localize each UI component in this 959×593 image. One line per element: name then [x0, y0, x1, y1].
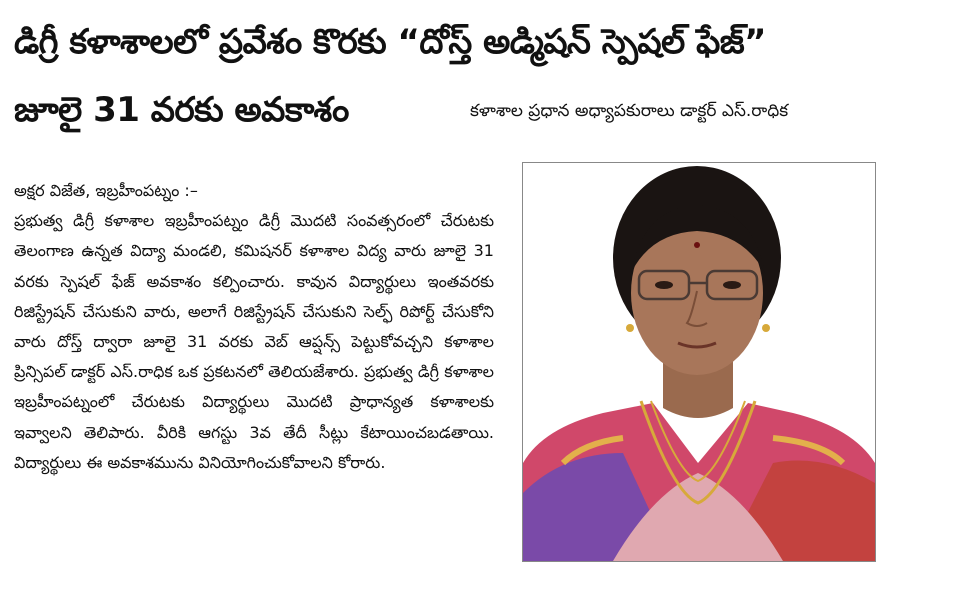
article-dateline: అక్షర విజేత, ఇబ్రహీంపట్నం :– — [14, 181, 198, 200]
headline-line-2: జూలై 31 వరకు అవకాశం — [14, 90, 349, 130]
byline: కళాశాల ప్రధాన అధ్యాపకురాలు డాక్టర్ ఎస్.రాధిక — [470, 101, 789, 121]
article-body-column — [14, 176, 494, 478]
principal-photo — [522, 162, 876, 562]
article-body: ప్రభుత్వ డిగ్రీ కళాశాల ఇబ్రహీంపట్నం డిగ్రీ మొదటి సంవత్సరంలో చేరుటకు తెలంగాణ ఉన్నత విద్యా మండలి, కమిషనర్ కళాశాల విద్య వారు జూలై 31 వరకు స్పెషల్ ఫేజ్ అవకాశం కల్పించారు. కావున విద్యార్థులు ఇంతవరకు రిజిస్ట్రేషన్ చేసుకుని వారు, అలాగే రిజిస్ట్రేషన్ చేసుకుని సెల్ఫ్ రిపోర్ట్ చేసుకోని వారు దోస్త్ ద్వారా జూలై 31 వరకు వెబ్ ఆప్షన్స్ పెట్టుకోవచ్చని కళాశాల ప్రిన్సిపల్ డాక్టర్ ఎస్.రాధిక ఒక ప్రకటనలో తెలియజేశారు. ప్రభుత్వ డిగ్రీ కళాశాల ఇబ్రహీంపట్నంలో చేరుటకు విద్యార్థులు మొదటి ప్రాధాన్యత కళాశాలకు ఇవ్వాలని తెలిపారు. వీరికి ఆగస్టు 3వ తేదీ సీట్లు కేటాయించబడతాయి. విద్యార్థులు ఈ అవకాశమును వినియోగించుకోవాలని కోరారు. — [14, 211, 494, 472]
portrait-image — [523, 163, 875, 561]
headline-line-1: డిగ్రీ కళాశాలలో ప్రవేశం కొరకు “దోస్త్ అడ్మిషన్ స్పెషల్ ఫేజ్” — [14, 22, 766, 62]
